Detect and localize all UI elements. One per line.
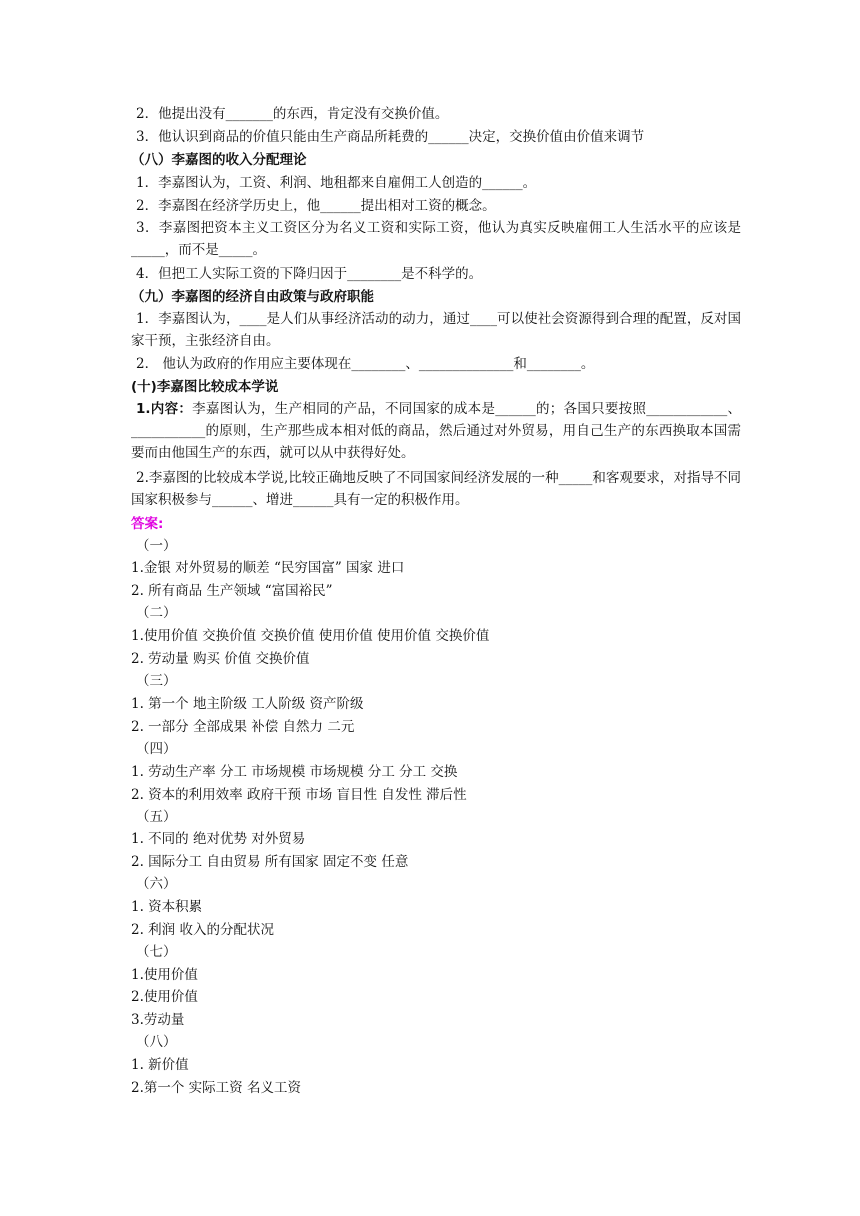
section-8-heading: （八）李嘉图的收入分配理论 [131,152,307,168]
answer-3-heading: （三） [136,673,177,689]
question-8-2: 2．李嘉图在经济学历史上，他______提出相对工资的概念。 [136,198,496,214]
section-10-heading: (十)李嘉图比较成本学说 [131,379,279,395]
answer-3-2: 2. 一部分 全部成果 补偿 自然力 二元 [131,719,355,735]
answer-5-2: 2. 国际分工 自由贸易 所有国家 固定不变 任意 [131,854,409,870]
question-10-1 [131,398,741,464]
answer-8-2: 2.第一个 实际工资 名义工资 [131,1080,301,1096]
answer-1-2: 2. 所有商品 生产领域 “富国裕民” [131,583,333,599]
answer-4-1: 1. 劳动生产率 分工 市场规模 市场规模 分工 分工 交换 [131,764,458,780]
answer-8-heading: （八） [136,1034,177,1050]
answers-label: 答案: [131,516,164,532]
section-9-heading: （九）李嘉图的经济自由政策与政府职能 [131,289,374,305]
answer-4-2: 2. 资本的利用效率 政府干预 市场 盲目性 自发性 滞后性 [131,787,467,803]
answer-6-2: 2. 利润 收入的分配状况 [131,922,274,938]
question-9-2: 2． 他认为政府的作用应主要体现在________、______________和________。 [136,356,595,372]
question-7-3: 3．他认识到商品的价值只能由生产商品所耗费的______决定，交换价值由价值来调节 [136,129,645,145]
question-10-2: 2.李嘉图的比较成本学说,比较正确地反映了不同国家间经济发展的一种_____和客观要求，对指导不同国家积极参与______、增进______具有一定的积极作用。 [131,470,741,508]
question-10-1-text: 李嘉图认为，生产相同的产品，不同国家的成本是______的；各国只要按照____________、___________的原则，生产那些成本相对低的商品，然后通过对外贸易，用自己生产的东西换取本国需要而由他国生产的东西，就可以从中获得好处。 [131,401,742,461]
answer-1-heading: （一） [136,538,177,554]
answer-3-1: 1. 第一个 地主阶级 工人阶级 资产阶级 [131,696,364,712]
question-8-4: 4．但把工人实际工资的下降归因于________是不科学的。 [136,266,483,282]
answer-7-heading: （七） [136,944,177,960]
answer-4-heading: （四） [136,741,177,757]
answer-7-1: 1.使用价值 [131,967,198,983]
content-label: 1.内容： [136,401,193,417]
answer-2-2: 2. 劳动量 购买 价值 交换价值 [131,651,310,667]
answer-5-heading: （五） [136,809,177,825]
answer-6-heading: （六） [136,876,177,892]
answer-5-1: 1. 不同的 绝对优势 对外贸易 [131,831,306,847]
question-8-3: 3．李嘉图把资本主义工资区分为名义工资和实际工资，他认为真实反映雇佣工人生活水平的应该是_____，而不是_____。 [131,220,741,258]
answer-2-1: 1.使用价值 交换价值 交换价值 使用价值 使用价值 交换价值 [131,628,490,644]
answer-7-3: 3.劳动量 [131,1012,185,1028]
question-7-2: 2．他提出没有_______的东西，肯定没有交换价值。 [136,106,449,122]
answer-1-1: 1.金银 对外贸易的顺差 “民穷国富” 国家 进口 [131,560,405,576]
answer-6-1: 1. 资本积累 [131,899,203,915]
answer-7-2: 2.使用价值 [131,989,198,1005]
question-8-1: 1．李嘉图认为，工资、利润、地租都来自雇佣工人创造的______。 [136,175,537,191]
answer-2-heading: （二） [136,605,177,621]
question-9-1: 1．李嘉图认为，____是人们从事经济活动的动力，通过____可以使社会资源得到合理的配置，反对国家干预，主张经济自由。 [131,311,741,349]
answer-8-1: 1. 新价值 [131,1057,189,1073]
